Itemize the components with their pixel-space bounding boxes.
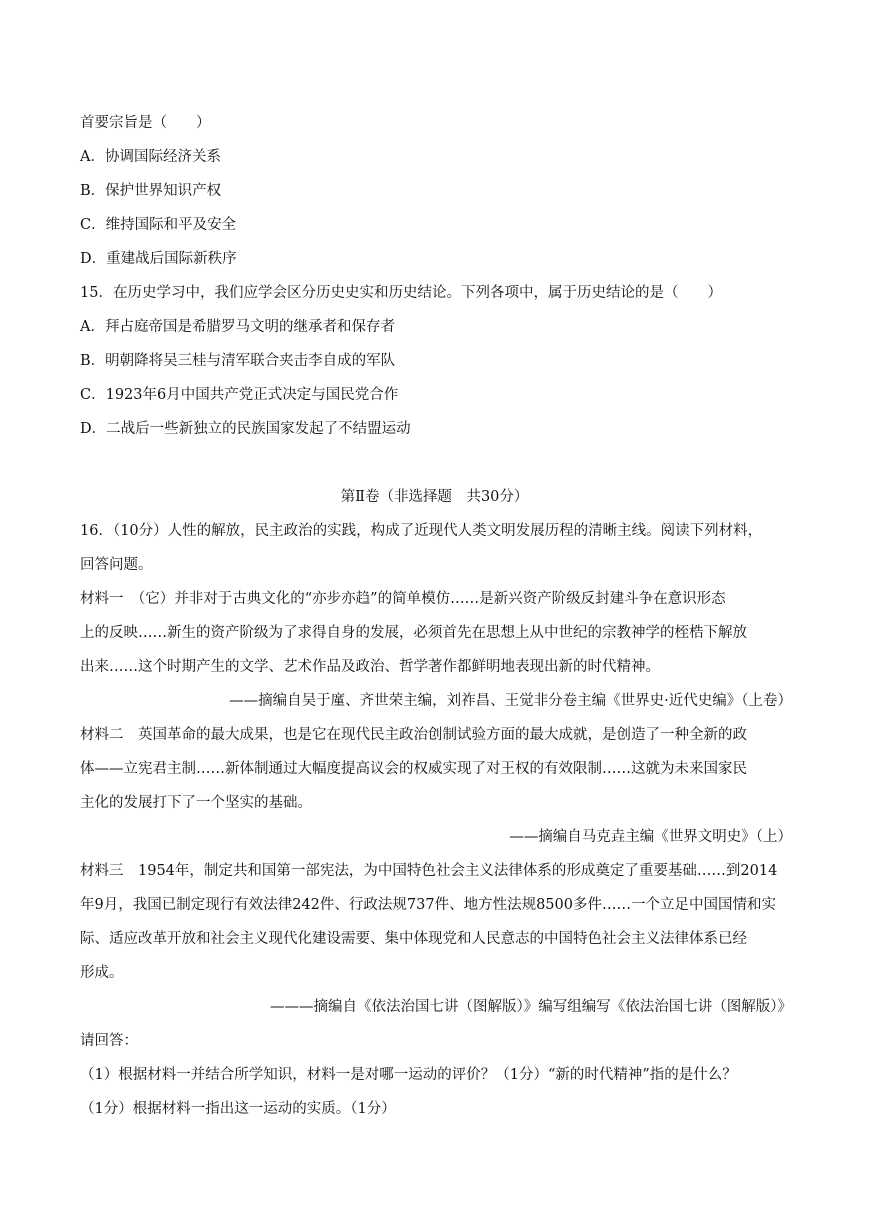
material-1-line3: 出来……这个时期产生的文学、艺术作品及政治、哲学著作都鲜明地表现出新的时代精神。 <box>80 659 660 675</box>
material-3-line3: 际、适应改革开放和社会主义现代化建设需要、集中体现党和人民意志的中国特色社会主义法律体系已经 <box>80 931 747 947</box>
question-15-stem: 15．在历史学习中，我们应学会区分历史史实和历史结论。下列各项中，属于历史结论的是（ ） <box>80 285 722 301</box>
q14-option-d: D．重建战后国际新秩序 <box>80 251 237 267</box>
material-3-line1: 材料三 1954年，制定共和国第一部宪法，为中国特色社会主义法律体系的形成奠定了重要基础……到2014 <box>80 863 778 879</box>
material-3-source: ———摘编自《依法治国七讲（图解版）》编写组编写《依法治国七讲（图解版）》 <box>270 999 792 1015</box>
q15-option-b: B．明朝降将吴三桂与清军联合夹击李自成的军队 <box>80 353 396 369</box>
q14-option-b: B．保护世界知识产权 <box>80 183 222 199</box>
material-2-line3: 主化的发展打下了一个坚实的基础。 <box>80 795 312 811</box>
question-16-stem-line1: 16．（10分）人性的解放，民主政治的实践，构成了近现代人类文明发展历程的清晰主线。阅读下列材料， <box>80 523 763 539</box>
material-1-line2: 上的反映……新生的资产阶级为了求得自身的发展，必须首先在思想上从中世纪的宗教神学的桎梏下解放 <box>80 625 747 641</box>
sub-question-1-line1: （1）根据材料一并结合所学知识，材料一是对哪一运动的评价？（1分）“新的时代精神”指的是什么？ <box>80 1067 737 1083</box>
material-2-source: ——摘编自马克垚主编《世界文明史》（上） <box>509 829 792 845</box>
q15-option-d: D．二战后一些新独立的民族国家发起了不结盟运动 <box>80 421 411 437</box>
q15-option-a: A．拜占庭帝国是希腊罗马文明的继承者和保存者 <box>80 319 395 335</box>
section-2-title: 第Ⅱ卷（非选择题 共30分） <box>340 489 529 505</box>
question-14-tail: 首要宗旨是（ ） <box>80 115 211 131</box>
question-16-stem-line2: 回答问题。 <box>80 557 153 573</box>
material-2-line2: 体——立宪君主制……新体制通过大幅度提高议会的权威实现了对王权的有效限制……这就为未来国家民 <box>80 761 747 777</box>
material-3-line4: 形成。 <box>80 965 124 981</box>
material-1-source: ——摘编自吴于廑、齐世荣主编，刘祚昌、王觉非分卷主编《世界史·近代史编》（上卷） <box>229 693 792 709</box>
q14-option-a: A．协调国际经济关系 <box>80 149 221 165</box>
material-2-line1: 材料二 英国革命的最大成果，也是它在现代民主政治创制试验方面的最大成就，是创造了一种全新的政 <box>80 727 747 743</box>
answer-prompt: 请回答： <box>80 1033 138 1049</box>
q15-option-c: C．1923年6月中国共产党正式决定与国民党合作 <box>80 387 399 403</box>
q14-option-c: C．维持国际和平及安全 <box>80 217 237 233</box>
material-1-line1: 材料一 （它）并非对于古典文化的“亦步亦趋”的简单模仿……是新兴资产阶级反封建斗争在意识形态 <box>80 591 726 607</box>
sub-question-1-line2: （1分）根据材料一指出这一运动的实质。（1分） <box>80 1101 396 1117</box>
material-3-line2: 年9月，我国已制定现行有效法律242件、行政法规737件、地方性法规8500多件……一个立足中国国情和实 <box>80 897 776 913</box>
